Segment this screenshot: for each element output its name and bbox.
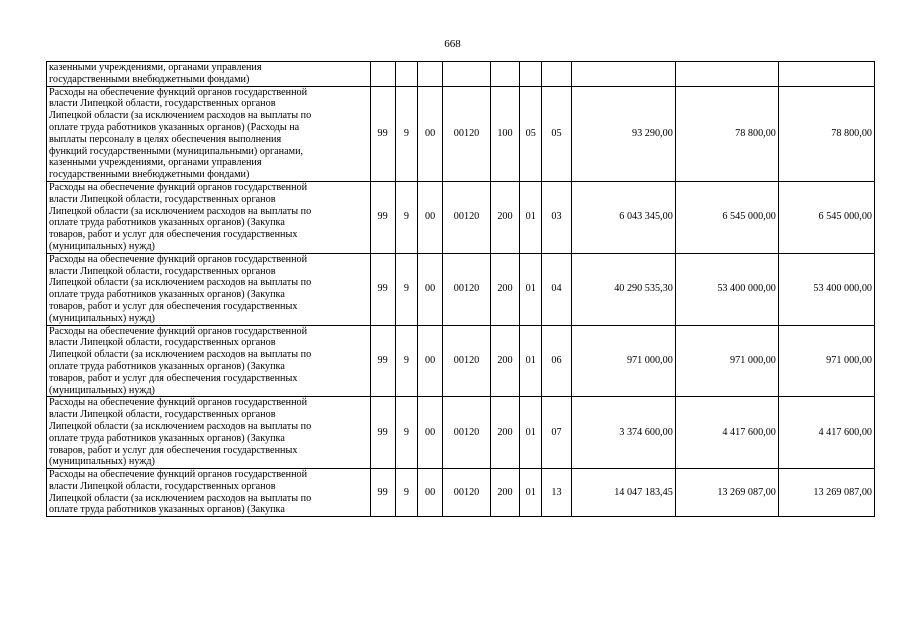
- main-event-code-cell: 00: [418, 469, 443, 517]
- direction-code-cell: [443, 62, 491, 87]
- section-cell: 01: [520, 325, 542, 397]
- table-row: [47, 181, 875, 253]
- amount-year2-cell: [675, 62, 778, 87]
- table-row: [47, 62, 875, 87]
- expense-type-cell: [490, 62, 519, 87]
- subsection-cell: 07: [542, 397, 571, 469]
- amount-year3-cell: 6 545 000,00: [778, 181, 874, 253]
- amount-year1-cell: 3 374 600,00: [571, 397, 675, 469]
- description-line: оплате труда работников указанных органов) (Закупка: [49, 360, 285, 372]
- table-row: [47, 253, 875, 325]
- main-event-code-cell: 00: [418, 253, 443, 325]
- description-line: Расходы на обеспечение функций органов государственной: [49, 397, 308, 409]
- description-line: Липецкой области (за исключением расходов на выплаты по: [49, 205, 312, 217]
- subprogram-code-cell: [395, 62, 417, 87]
- table-body: [47, 62, 875, 517]
- table-row: [47, 325, 875, 397]
- amount-year3-cell: 53 400 000,00: [778, 253, 874, 325]
- main-event-code-cell: 00: [418, 86, 443, 181]
- direction-code-cell: 00120: [443, 181, 491, 253]
- expense-type-cell: 200: [490, 397, 519, 469]
- description-line: Расходы на обеспечение функций органов государственной: [49, 253, 308, 265]
- direction-code-cell: 00120: [443, 325, 491, 397]
- subprogram-code-cell: 9: [395, 469, 417, 517]
- amount-year1-cell: 14 047 183,45: [571, 469, 675, 517]
- description-line: Липецкой области (за исключением расходов на выплаты по: [49, 277, 312, 289]
- subsection-cell: 03: [542, 181, 571, 253]
- page-number: 668: [444, 38, 461, 50]
- description-line: (муниципальных) нужд): [49, 456, 155, 468]
- section-cell: 05: [520, 86, 542, 181]
- description-line: Липецкой области (за исключением расходов на выплаты по: [49, 110, 312, 122]
- description-line: Расходы на обеспечение функций органов государственной: [49, 86, 308, 98]
- section-cell: 01: [520, 469, 542, 517]
- section-cell: 01: [520, 397, 542, 469]
- description-line: товаров, работ и услуг для обеспечения государственных: [49, 229, 298, 241]
- description-line: (муниципальных) нужд): [49, 312, 155, 324]
- description-line: функций государственными (муниципальными) органами,: [49, 145, 304, 157]
- description-line: оплате труда работников указанных органов) (Закупка: [49, 432, 285, 444]
- subsection-cell: 04: [542, 253, 571, 325]
- subsection-cell: [542, 62, 571, 87]
- description-line: власти Липецкой области, государственных органов: [49, 193, 276, 205]
- budget-table: [46, 61, 875, 517]
- expense-type-cell: 200: [490, 469, 519, 517]
- subprogram-code-cell: 9: [395, 325, 417, 397]
- description-line: оплате труда работников указанных органов) (Закупка: [49, 289, 285, 301]
- description-cell: [47, 253, 371, 325]
- expense-type-cell: 200: [490, 253, 519, 325]
- amount-year2-cell: 4 417 600,00: [675, 397, 778, 469]
- section-cell: 01: [520, 181, 542, 253]
- amount-year3-cell: 4 417 600,00: [778, 397, 874, 469]
- description-cell: [47, 86, 371, 181]
- description-cell: [47, 469, 371, 517]
- amount-year1-cell: 971 000,00: [571, 325, 675, 397]
- description-line: власти Липецкой области, государственных органов: [49, 265, 276, 277]
- description-line: (муниципальных) нужд): [49, 240, 155, 252]
- main-event-code-cell: 00: [418, 397, 443, 469]
- description-line: Липецкой области (за исключением расходов на выплаты по: [49, 420, 312, 432]
- description-line: государственными внебюджетными фондами): [49, 169, 250, 181]
- main-event-code-cell: 00: [418, 181, 443, 253]
- description-line: Липецкой области (за исключением расходов на выплаты по: [49, 492, 312, 504]
- description-line: власти Липецкой области, государственных органов: [49, 337, 276, 349]
- subsection-cell: 13: [542, 469, 571, 517]
- direction-code-cell: 00120: [443, 469, 491, 517]
- direction-code-cell: 00120: [443, 253, 491, 325]
- amount-year3-cell: [778, 62, 874, 87]
- program-code-cell: 99: [370, 397, 395, 469]
- table-row: [47, 86, 875, 181]
- description-line: казенными учреждениями, органами управления: [49, 62, 262, 73]
- description-line: оплате труда работников указанных органов) (Расходы на: [49, 121, 300, 133]
- description-line: выплаты персоналу в целях обеспечения выполнения: [49, 133, 282, 145]
- description-cell: [47, 62, 371, 87]
- amount-year2-cell: 53 400 000,00: [675, 253, 778, 325]
- description-cell: [47, 397, 371, 469]
- amount-year1-cell: [571, 62, 675, 87]
- amount-year3-cell: 78 800,00: [778, 86, 874, 181]
- description-cell: [47, 181, 371, 253]
- amount-year1-cell: 40 290 535,30: [571, 253, 675, 325]
- description-line: товаров, работ и услуг для обеспечения государственных: [49, 372, 298, 384]
- amount-year2-cell: 13 269 087,00: [675, 469, 778, 517]
- description-line: казенными учреждениями, органами управления: [49, 157, 262, 169]
- amount-year3-cell: 971 000,00: [778, 325, 874, 397]
- description-line: товаров, работ и услуг для обеспечения государственных: [49, 444, 298, 456]
- main-event-code-cell: [418, 62, 443, 87]
- table-row: [47, 397, 875, 469]
- main-event-code-cell: 00: [418, 325, 443, 397]
- amount-year1-cell: 6 043 345,00: [571, 181, 675, 253]
- description-line: Расходы на обеспечение функций органов государственной: [49, 325, 308, 337]
- description-line: Расходы на обеспечение функций органов государственной: [49, 469, 308, 481]
- description-line: оплате труда работников указанных органов) (Закупка: [49, 504, 285, 516]
- amount-year2-cell: 78 800,00: [675, 86, 778, 181]
- expense-type-cell: 200: [490, 325, 519, 397]
- program-code-cell: 99: [370, 469, 395, 517]
- subprogram-code-cell: 9: [395, 397, 417, 469]
- table-row: [47, 469, 875, 517]
- description-line: власти Липецкой области, государственных органов: [49, 409, 276, 421]
- description-line: Расходы на обеспечение функций органов государственной: [49, 181, 308, 193]
- subprogram-code-cell: 9: [395, 86, 417, 181]
- direction-code-cell: 00120: [443, 397, 491, 469]
- expense-type-cell: 100: [490, 86, 519, 181]
- amount-year3-cell: 13 269 087,00: [778, 469, 874, 517]
- program-code-cell: 99: [370, 325, 395, 397]
- expense-type-cell: 200: [490, 181, 519, 253]
- program-code-cell: [370, 62, 395, 87]
- section-cell: [520, 62, 542, 87]
- program-code-cell: 99: [370, 86, 395, 181]
- description-line: власти Липецкой области, государственных органов: [49, 98, 276, 110]
- description-line: (муниципальных) нужд): [49, 384, 155, 396]
- subprogram-code-cell: 9: [395, 181, 417, 253]
- direction-code-cell: 00120: [443, 86, 491, 181]
- amount-year2-cell: 6 545 000,00: [675, 181, 778, 253]
- description-line: оплате труда работников указанных органов) (Закупка: [49, 217, 285, 229]
- description-cell: [47, 325, 371, 397]
- subsection-cell: 06: [542, 325, 571, 397]
- description-line: власти Липецкой области, государственных органов: [49, 480, 276, 492]
- section-cell: 01: [520, 253, 542, 325]
- description-line: товаров, работ и услуг для обеспечения государственных: [49, 300, 298, 312]
- program-code-cell: 99: [370, 181, 395, 253]
- description-line: государственными внебюджетными фондами): [49, 73, 250, 85]
- program-code-cell: 99: [370, 253, 395, 325]
- amount-year1-cell: 93 290,00: [571, 86, 675, 181]
- description-line: Липецкой области (за исключением расходов на выплаты по: [49, 349, 312, 361]
- subprogram-code-cell: 9: [395, 253, 417, 325]
- amount-year2-cell: 971 000,00: [675, 325, 778, 397]
- subsection-cell: 05: [542, 86, 571, 181]
